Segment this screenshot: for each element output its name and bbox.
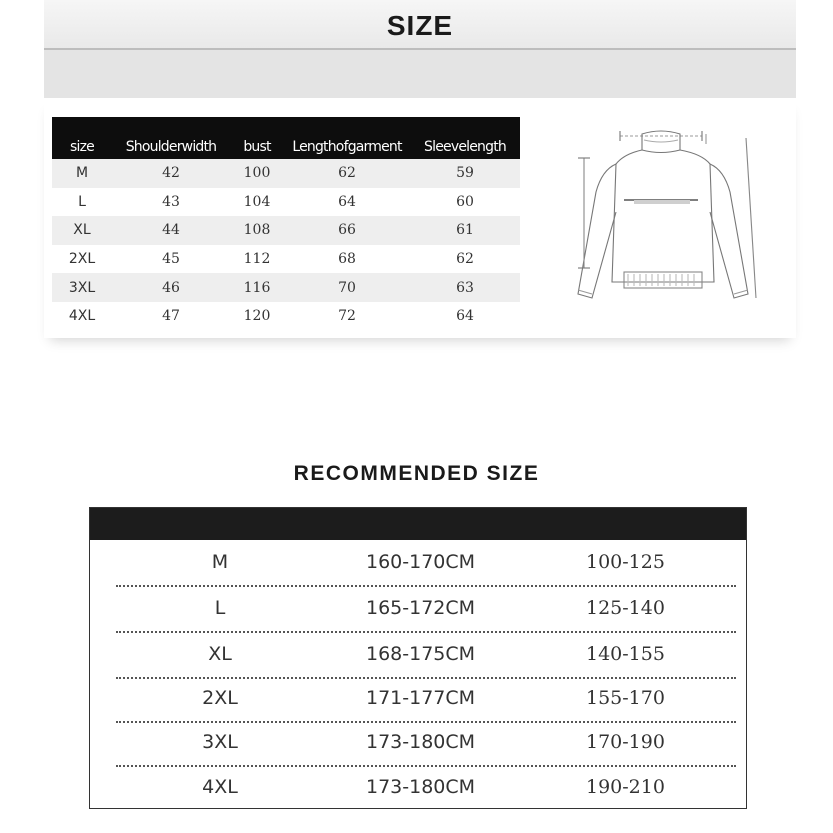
table-cell: 2XL [52, 245, 112, 274]
page-title: SIZE [386, 10, 454, 41]
table-cell: 108 [230, 216, 284, 245]
column-header: Sleevelength [410, 117, 520, 159]
height-cell: 173-180CM [366, 776, 476, 798]
height-cell: 165-172CM [366, 597, 476, 619]
table-cell: 100 [230, 159, 284, 188]
column-header: bust [230, 117, 284, 159]
table-row [116, 720, 736, 767]
table-row [116, 676, 736, 723]
height-cell: 173-180CM [366, 731, 476, 753]
weight-cell: 125-140 [586, 597, 665, 619]
table-cell: 120 [230, 302, 284, 331]
size-cell: XL [208, 643, 232, 665]
weight-cell: 100-125 [586, 551, 665, 573]
table-cell: 70 [284, 273, 410, 302]
garment-diagram-icon [564, 122, 764, 312]
recommended-size-header-bar [90, 508, 746, 540]
size-chart-table [52, 117, 520, 331]
table-cell: 46 [112, 273, 230, 302]
size-chart-header-row [52, 117, 520, 159]
table-cell: 63 [410, 273, 520, 302]
table-row [116, 586, 736, 633]
table-cell: 72 [284, 302, 410, 331]
table-cell: L [52, 188, 112, 217]
size-header-band [44, 0, 796, 50]
recommended-size-title: RECOMMENDED SIZE [293, 462, 540, 485]
table-row [52, 216, 520, 245]
table-cell: 104 [230, 188, 284, 217]
table-row [52, 188, 520, 217]
weight-cell: 155-170 [586, 687, 665, 709]
table-cell: 59 [410, 159, 520, 188]
table-cell: 43 [112, 188, 230, 217]
table-cell: 60 [410, 188, 520, 217]
weight-cell: 190-210 [586, 776, 665, 798]
size-cell: M [211, 551, 229, 573]
weight-cell: 170-190 [586, 731, 665, 753]
table-row [52, 245, 520, 274]
header-divider-band [44, 50, 796, 98]
table-cell: 64 [410, 302, 520, 331]
column-header: Lengthofgarment [284, 117, 410, 159]
table-cell: 66 [284, 216, 410, 245]
table-cell: 44 [112, 216, 230, 245]
column-header: size [52, 117, 112, 159]
size-cell: 4XL [202, 776, 238, 798]
size-cell: 2XL [202, 687, 238, 709]
table-row [52, 273, 520, 302]
table-cell: 47 [112, 302, 230, 331]
table-cell: 68 [284, 245, 410, 274]
table-cell: 61 [410, 216, 520, 245]
table-row [116, 540, 736, 587]
table-row [52, 159, 520, 188]
table-row [52, 302, 520, 331]
table-cell: 112 [230, 245, 284, 274]
table-cell: M [52, 159, 112, 188]
height-cell: 171-177CM [366, 687, 476, 709]
table-cell: XL [52, 216, 112, 245]
size-cell: 3XL [202, 731, 238, 753]
table-row [116, 632, 736, 679]
table-cell: 42 [112, 159, 230, 188]
table-cell: 62 [284, 159, 410, 188]
size-cell: L [214, 597, 226, 619]
table-cell: 64 [284, 188, 410, 217]
column-header: Shoulderwidth [112, 117, 230, 159]
table-cell: 3XL [52, 273, 112, 302]
weight-cell: 140-155 [586, 643, 665, 665]
table-cell: 62 [410, 245, 520, 274]
height-cell: 160-170CM [366, 551, 476, 573]
recommended-size-table [89, 507, 747, 809]
table-row [116, 765, 736, 810]
height-cell: 168-175CM [366, 643, 476, 665]
table-cell: 45 [112, 245, 230, 274]
table-cell: 116 [230, 273, 284, 302]
table-cell: 4XL [52, 302, 112, 331]
